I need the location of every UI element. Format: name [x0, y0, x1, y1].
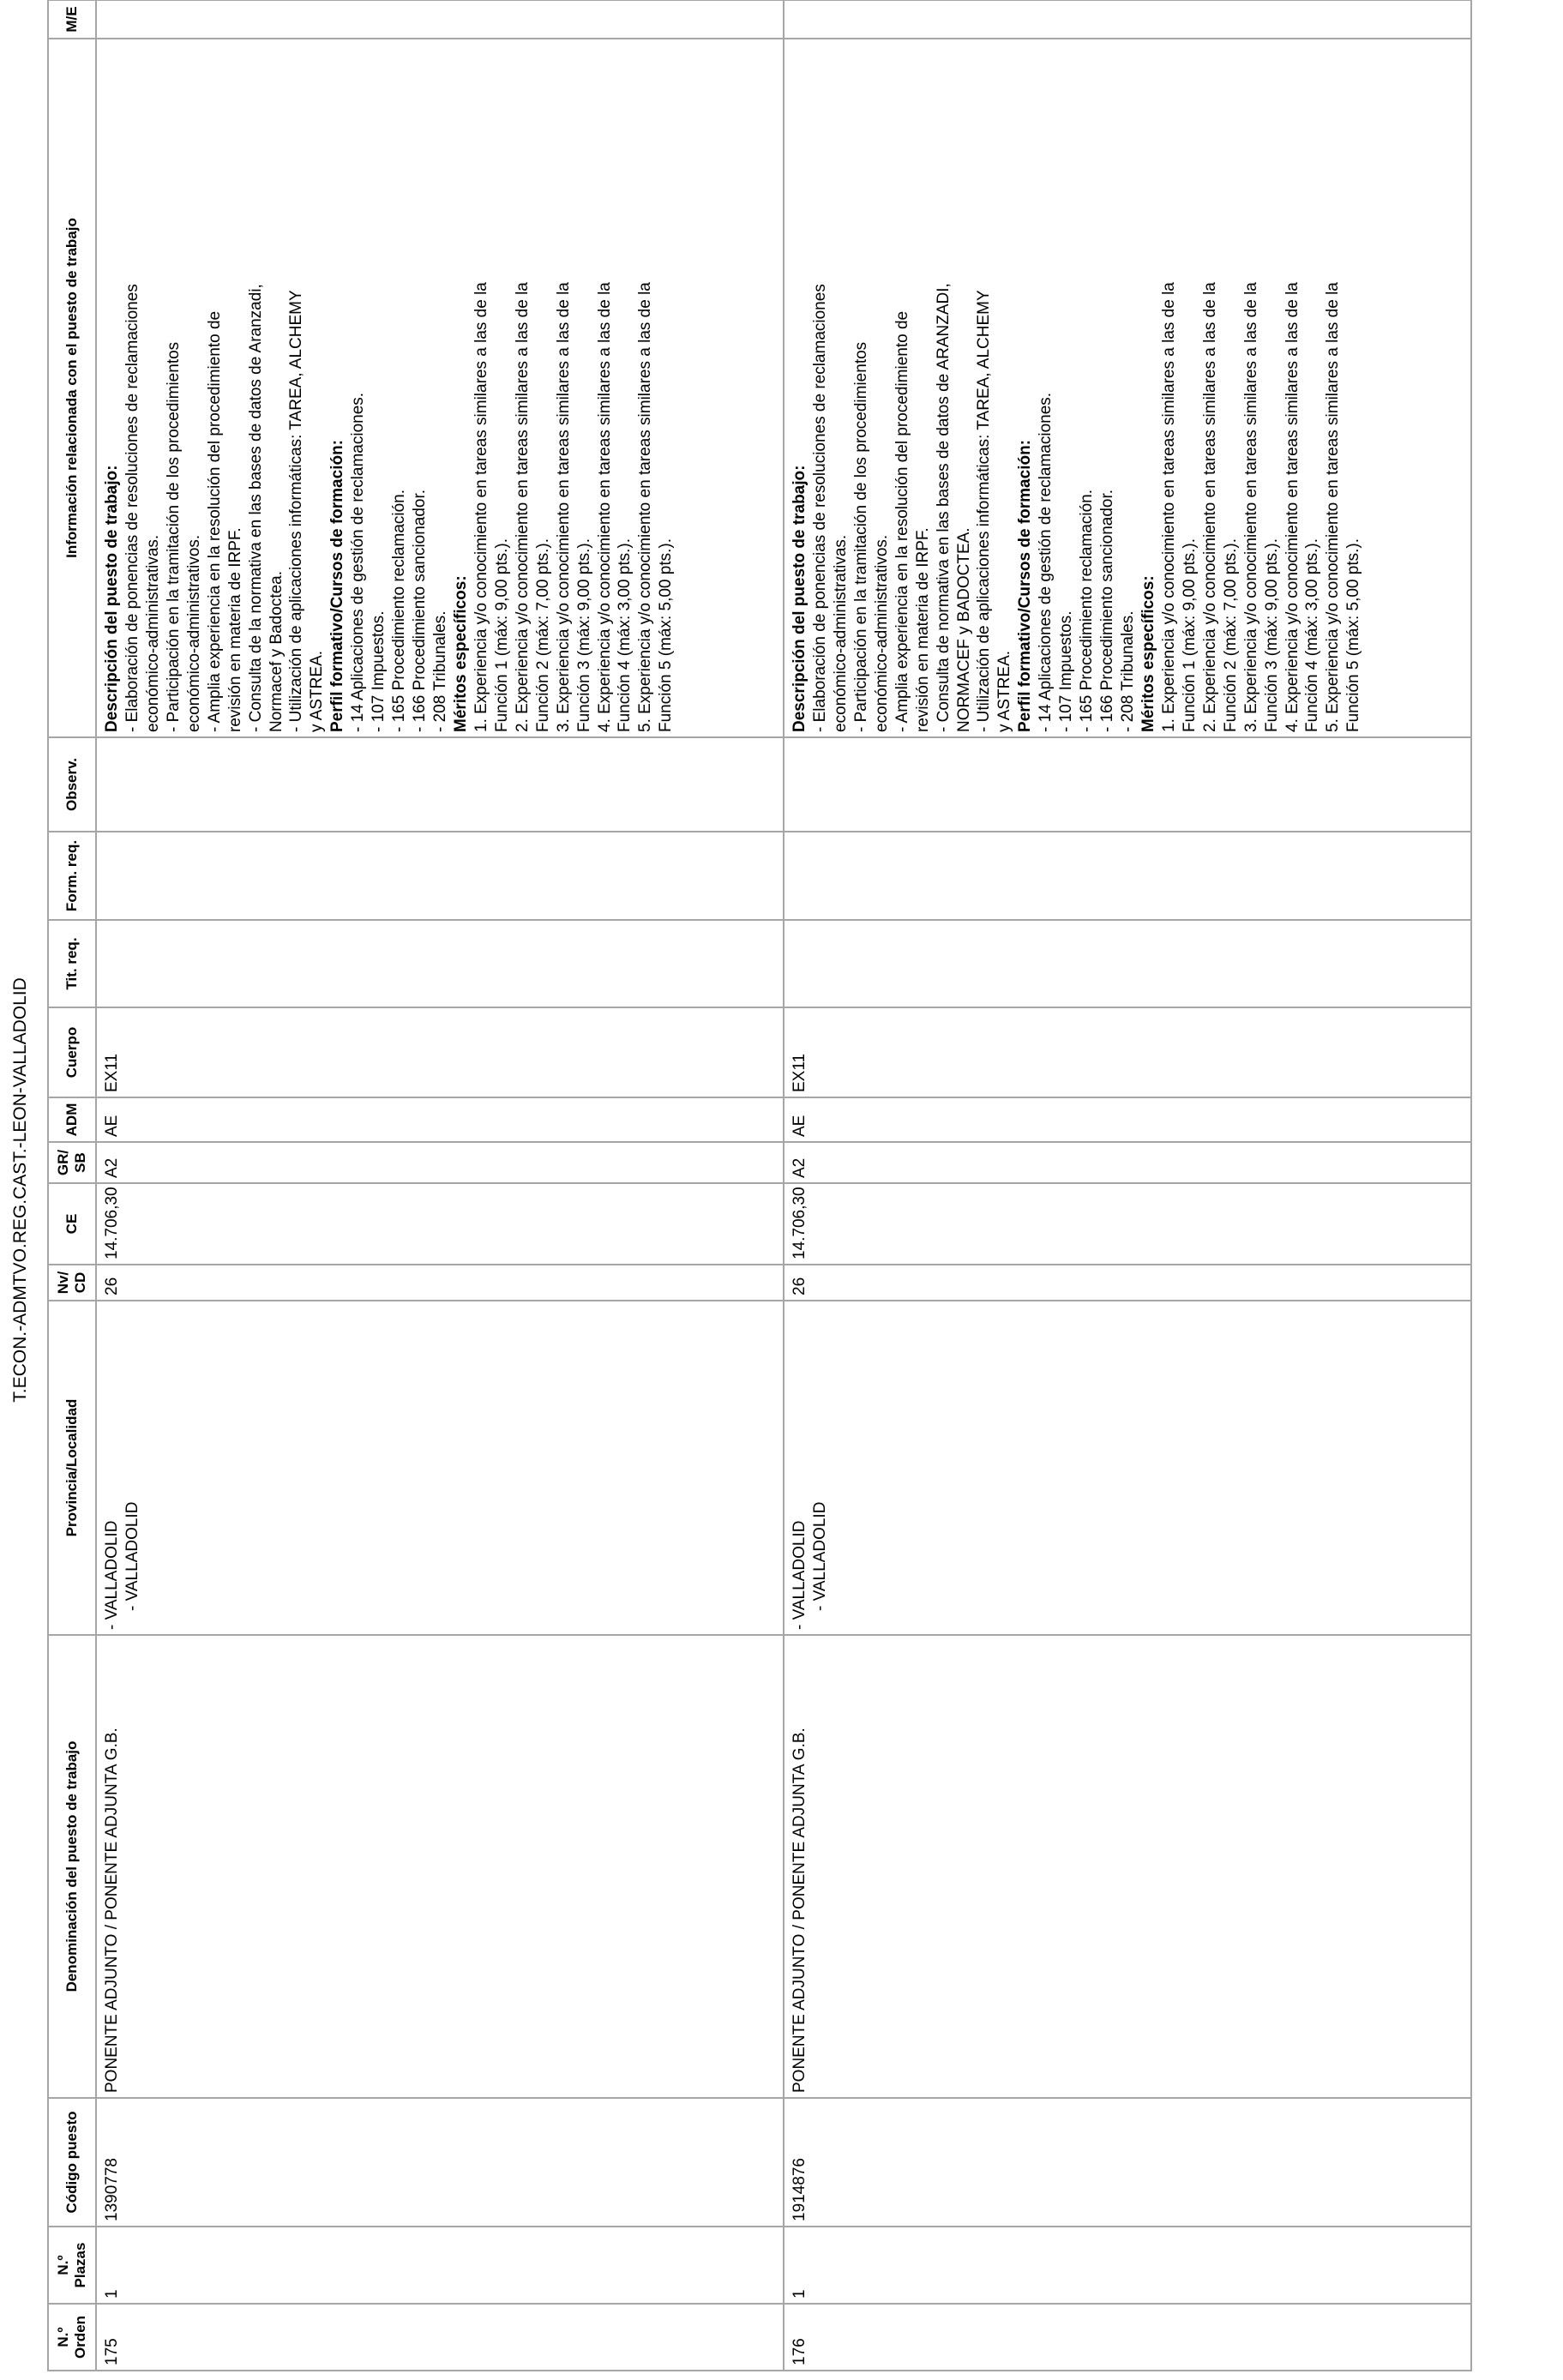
cell-orden: 175: [96, 2304, 784, 2371]
info-line: - 107 Impuestos.: [370, 610, 388, 732]
info-line: - 166 Procedimiento sancionador.: [411, 489, 430, 732]
info-line: - Elaboración de ponencias de resoluciones de reclamaciones: [123, 284, 141, 732]
localidad: - VALLADOLID: [123, 1501, 141, 1611]
info-line: económico-administrativos.: [184, 534, 203, 732]
info-heading: Descripción del puesto de trabajo:: [791, 465, 809, 732]
cell-me: [96, 0, 784, 39]
info-line: Función 1 (máx: 9,00 pts.).: [492, 538, 511, 732]
info-line: económico-administrativas.: [143, 534, 162, 732]
info-line: 1. Experiencia y/o conocimiento en tareas similares a las de la: [1159, 282, 1178, 732]
column-header: N.º Plazas: [48, 2227, 96, 2304]
info-line: - 208 Tribunales.: [1119, 610, 1137, 732]
info-line: Función 3 (máx: 9,00 pts.).: [1262, 538, 1281, 732]
info-line: Función 3 (máx: 9,00 pts.).: [574, 538, 593, 732]
cell-provincia-localidad: [784, 1301, 1471, 1635]
info-line: y ASTREA.: [308, 650, 327, 732]
column-header: Cuerpo: [48, 1007, 96, 1097]
info-line: - Participación en la tramitación de los procedimientos: [164, 341, 183, 732]
info-line: revisión en materia de IRPF.: [225, 527, 244, 732]
cell-grupo: A2: [784, 1142, 1471, 1183]
cell-adm: AE: [96, 1097, 784, 1142]
table-header-row: [48, 0, 96, 2371]
posts-table: [47, 0, 1472, 2371]
info-line: económico-administrativos.: [872, 534, 891, 732]
cell-plazas: 1: [784, 2227, 1471, 2304]
info-line: Función 2 (máx: 7,00 pts.).: [533, 538, 552, 732]
table-row: [96, 0, 784, 2371]
info-line: - Consulta de normativa en las bases de datos de ARANZADI,: [934, 283, 953, 732]
cell-formacion: [784, 832, 1471, 920]
info-line: y ASTREA.: [995, 650, 1014, 732]
cell-grupo: A2: [96, 1142, 784, 1183]
cell-codigo: 1914876: [784, 2098, 1471, 2227]
column-header: M/E: [48, 0, 96, 39]
info-line: 4. Experiencia y/o conocimiento en tareas similares a las de la: [595, 282, 614, 732]
table-row: [784, 0, 1471, 2371]
info-line: Función 4 (máx: 3,00 pts.).: [1303, 538, 1322, 732]
column-header: N.º Orden: [48, 2304, 96, 2371]
info-line: 3. Experiencia y/o conocimiento en tareas similares a las de la: [554, 282, 573, 732]
info-line: - Amplia experiencia en la resolución del procedimiento de: [893, 310, 911, 732]
info-line: - 165 Procedimiento reclamación.: [1078, 489, 1097, 732]
cell-ce: 14.706,30: [96, 1183, 784, 1265]
column-header: Provincia/Localidad: [48, 1301, 96, 1635]
cell-cuerpo: EX11: [96, 1007, 784, 1097]
info-line: 3. Experiencia y/o conocimiento en tareas similares a las de la: [1241, 282, 1260, 732]
localidad: - VALLADOLID: [810, 1501, 829, 1611]
info-heading: Descripción del puesto de trabajo:: [103, 465, 121, 732]
column-header: ADM: [48, 1097, 96, 1142]
cell-nivel: 26: [784, 1265, 1471, 1301]
info-line: Función 2 (máx: 7,00 pts.).: [1221, 538, 1240, 732]
cell-nivel: 26: [96, 1265, 784, 1301]
cell-observaciones: [96, 737, 784, 832]
cell-ce: 14.706,30: [784, 1183, 1471, 1265]
column-header: Nv/ CD: [48, 1265, 96, 1301]
info-line: - 14 Aplicaciones de gestión de reclamaciones.: [1037, 392, 1055, 732]
cell-provincia-localidad: [96, 1301, 784, 1635]
column-header: Información relacionada con el puesto de trabajo: [48, 39, 96, 737]
info-line: 4. Experiencia y/o conocimiento en tareas similares a las de la: [1283, 282, 1301, 732]
info-line: - 166 Procedimiento sancionador.: [1098, 489, 1117, 732]
cell-me: [784, 0, 1471, 39]
column-header: Código puesto: [48, 2098, 96, 2227]
info-line: Normacef y Badoctea.: [267, 571, 286, 732]
info-heading: Perfil formativo/Cursos de formación:: [1016, 439, 1035, 732]
cell-cuerpo: EX11: [784, 1007, 1471, 1097]
info-line: - Participación en la tramitación de los procedimientos: [851, 341, 870, 732]
info-line: - Consulta de la normativa en las bases de datos de Aranzadi,: [246, 284, 265, 732]
column-header: CE: [48, 1183, 96, 1265]
cell-observaciones: [784, 737, 1471, 832]
info-line: - 208 Tribunales.: [431, 610, 449, 732]
info-line: Función 5 (máx: 5,00 pts.).: [1344, 538, 1363, 732]
info-line: - 14 Aplicaciones de gestión de reclamaciones.: [349, 392, 368, 732]
info-line: 2. Experiencia y/o conocimiento en tareas similares a las de la: [513, 282, 532, 732]
column-header: Denominación del puesto de trabajo: [48, 1635, 96, 2098]
cell-adm: AE: [784, 1097, 1471, 1142]
column-header: GR/ SB: [48, 1142, 96, 1183]
cell-orden: 176: [784, 2304, 1471, 2371]
info-line: - 165 Procedimiento reclamación.: [390, 489, 409, 732]
info-heading: Perfil formativo/Cursos de formación:: [328, 439, 347, 732]
info-line: económico-administrativas.: [831, 534, 850, 732]
cell-formacion: [96, 832, 784, 920]
info-heading: Méritos específicos:: [1139, 575, 1157, 732]
info-line: - Utilización de aplicaciones informáticas: TAREA, ALCHEMY: [287, 290, 306, 732]
column-header: Form. req.: [48, 832, 96, 920]
cell-denominacion: PONENTE ADJUNTO / PONENTE ADJUNTA G.B.: [96, 1635, 784, 2098]
info-line: - 107 Impuestos.: [1057, 610, 1076, 732]
cell-plazas: 1: [96, 2227, 784, 2304]
cell-codigo: 1390778: [96, 2098, 784, 2227]
cell-titulacion: [784, 920, 1471, 1007]
column-header: Tit. req.: [48, 920, 96, 1007]
info-line: 5. Experiencia y/o conocimiento en tareas similares a las de la: [1324, 282, 1343, 732]
provincia: - VALLADOLID: [103, 1520, 121, 1630]
info-line: NORMACEF y BADOCTEA.: [954, 527, 973, 732]
info-line: revisión en materia de IRPF.: [913, 527, 932, 732]
info-line: Función 4 (máx: 3,00 pts.).: [616, 538, 634, 732]
info-line: 2. Experiencia y/o conocimiento en tareas similares a las de la: [1200, 282, 1219, 732]
cell-denominacion: PONENTE ADJUNTO / PONENTE ADJUNTA G.B.: [784, 1635, 1471, 2098]
info-line: 1. Experiencia y/o conocimiento en tareas similares a las de la: [472, 282, 490, 732]
info-line: 5. Experiencia y/o conocimiento en tareas similares a las de la: [636, 282, 655, 732]
cell-info: [784, 39, 1471, 737]
provincia: - VALLADOLID: [791, 1520, 809, 1630]
info-line: Función 1 (máx: 9,00 pts.).: [1180, 538, 1199, 732]
info-line: - Amplia experiencia en la resolución del procedimiento de: [205, 310, 224, 732]
info-line: Función 5 (máx: 5,00 pts.).: [657, 538, 676, 732]
info-line: - Utilización de aplicaciones informáticas: TAREA, ALCHEMY: [975, 290, 994, 732]
info-line: - Elaboración de ponencias de resoluciones de reclamaciones: [810, 284, 829, 732]
cell-info: [96, 39, 784, 737]
cell-titulacion: [96, 920, 784, 1007]
column-header: Observ.: [48, 737, 96, 832]
page-title: T.ECON.-ADMTVO.REG.CAST.-LEON-VALLADOLID: [10, 977, 30, 1403]
info-heading: Méritos específicos:: [451, 575, 470, 732]
